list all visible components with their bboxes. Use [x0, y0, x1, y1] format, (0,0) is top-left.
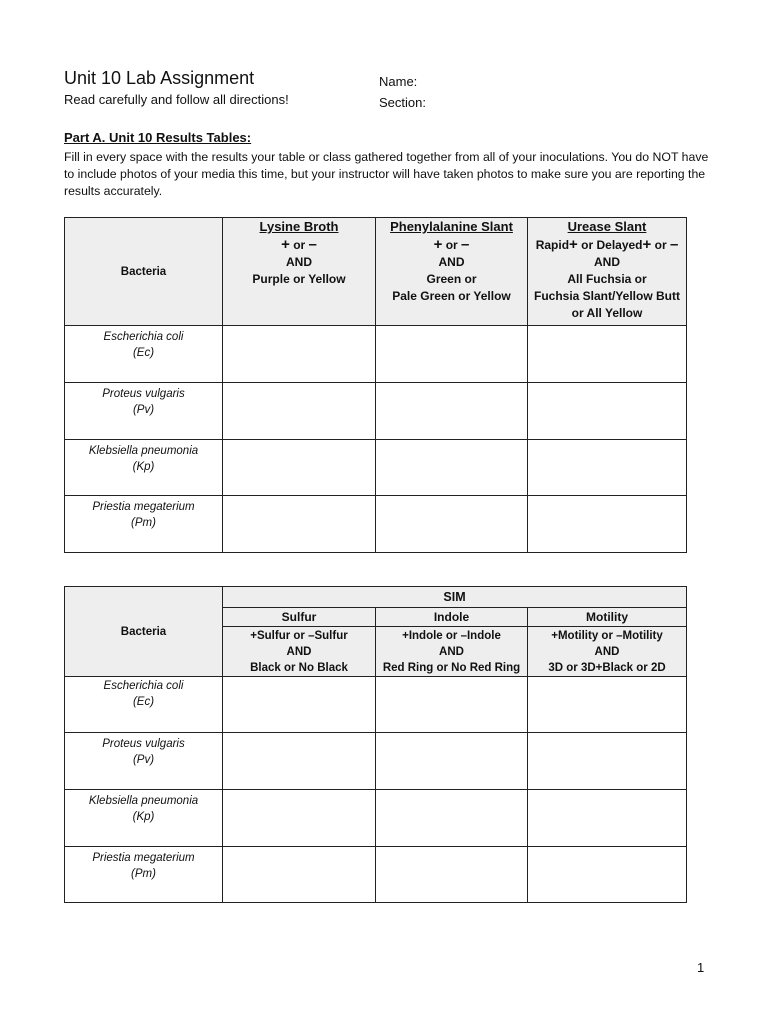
- indole-header: Indole: [376, 608, 528, 627]
- phenylalanine-slant-header: [376, 218, 528, 326]
- motility-result-cell[interactable]: [528, 790, 687, 847]
- and-text: AND: [594, 255, 620, 269]
- bacteria-column-header: Bacteria: [65, 587, 223, 677]
- plus-sign: +: [281, 236, 290, 253]
- color-result-text: Purple or Yellow: [252, 272, 346, 286]
- organism-cell: [65, 677, 223, 733]
- plus-sign: +: [642, 236, 652, 253]
- organism-name: Proteus vulgaris: [102, 738, 185, 750]
- minus-sign: –: [669, 236, 679, 253]
- organism-cell: [65, 383, 223, 440]
- organism-cell: [65, 733, 223, 790]
- and-text: AND: [286, 255, 312, 269]
- name-label: Name:: [379, 74, 418, 89]
- table-row: [65, 326, 687, 383]
- section-label: Section:: [379, 95, 426, 110]
- part-a-instructions: Fill in every space with the results your table or class gathered together from all of your inoculations. You do NOT have to include photos of your media this time, but your instructor will have taken photos to make sure you are reporting the results accurately.: [64, 150, 709, 198]
- assignment-subtitle: Read carefully and follow all directions!: [64, 92, 289, 107]
- color-result-text-2: Pale Green or Yellow: [392, 289, 511, 303]
- urease-slant-header: [528, 218, 687, 326]
- urease-result-cell[interactable]: [528, 496, 687, 553]
- column-title: Phenylalanine Slant: [390, 219, 513, 234]
- table2-group-row: [65, 587, 687, 608]
- urease-result-cell[interactable]: [528, 440, 687, 496]
- organism-abbreviation: (Kp): [132, 811, 155, 823]
- lysine-result-cell[interactable]: [223, 326, 376, 383]
- minus-sign: –: [461, 236, 470, 253]
- organism-cell: [65, 440, 223, 496]
- delayed-text: or Delayed: [577, 238, 643, 252]
- results-table-1: [64, 217, 687, 553]
- organism-abbreviation: (Ec): [132, 347, 155, 359]
- phenylalanine-result-cell[interactable]: [376, 440, 528, 496]
- and-text: AND: [438, 255, 465, 269]
- phenylalanine-result-cell[interactable]: [376, 496, 528, 553]
- rapid-text: Rapid: [535, 238, 570, 252]
- organism-abbreviation: (Kp): [132, 461, 155, 473]
- organism-abbreviation: (Pm): [131, 517, 156, 529]
- lysine-result-cell[interactable]: [223, 496, 376, 553]
- assignment-title: Unit 10 Lab Assignment: [64, 68, 255, 88]
- bacteria-column-header: Bacteria: [65, 218, 223, 326]
- color-result-text-2: Fuchsia Slant/Yellow Butt: [533, 289, 681, 303]
- plus-sign: +: [569, 236, 578, 253]
- table-row: [65, 440, 687, 496]
- motility-result-cell[interactable]: [528, 847, 687, 903]
- criteria-line-1: +Sulfur or –Sulfur: [250, 629, 348, 642]
- indole-result-cell[interactable]: [376, 847, 528, 903]
- criteria-line-3: 3D or 3D+Black or 2D: [548, 661, 666, 674]
- organism-name: Klebsiella pneumonia: [88, 795, 199, 807]
- motility-result-cell[interactable]: [528, 733, 687, 790]
- sulfur-result-cell[interactable]: [223, 847, 376, 903]
- organism-name: Klebsiella pneumonia: [88, 445, 199, 457]
- organism-abbreviation: (Pv): [132, 404, 155, 416]
- table-row: [65, 847, 687, 903]
- table-row: [65, 733, 687, 790]
- lysine-result-cell[interactable]: [223, 440, 376, 496]
- plus-sign: +: [433, 236, 443, 253]
- color-result-text-3: or All Yellow: [571, 306, 643, 320]
- organism-abbreviation: (Ec): [132, 696, 155, 708]
- urease-result-cell[interactable]: [528, 326, 687, 383]
- organism-name: Escherichia coli: [103, 680, 184, 692]
- lysine-result-cell[interactable]: [223, 383, 376, 440]
- indole-result-cell[interactable]: [376, 677, 528, 733]
- column-title: Urease Slant: [567, 219, 647, 234]
- organism-name: Escherichia coli: [103, 331, 184, 343]
- organism-name: Priestia megaterium: [92, 501, 195, 513]
- motility-header: Motility: [528, 608, 687, 627]
- phenylalanine-result-cell[interactable]: [376, 383, 528, 440]
- phenylalanine-result-cell[interactable]: [376, 326, 528, 383]
- page-number: 1: [697, 960, 705, 975]
- organism-name: Proteus vulgaris: [102, 388, 185, 400]
- student-info: [379, 71, 426, 113]
- color-result-text: Green or: [426, 272, 477, 286]
- minus-sign: –: [308, 236, 317, 253]
- sulfur-header: Sulfur: [223, 608, 376, 627]
- table-row: [65, 496, 687, 553]
- color-result-text: All Fuchsia or: [567, 272, 647, 286]
- or-text: or: [442, 238, 462, 252]
- indole-result-cell[interactable]: [376, 733, 528, 790]
- motility-result-cell[interactable]: [528, 677, 687, 733]
- organism-cell: [65, 326, 223, 383]
- organism-abbreviation: (Pm): [131, 868, 156, 880]
- column-title: Lysine Broth: [259, 219, 339, 234]
- or-text: or: [289, 238, 309, 252]
- or-text: or: [651, 238, 670, 252]
- organism-cell: [65, 496, 223, 553]
- organism-abbreviation: (Pv): [132, 754, 155, 766]
- criteria-line-3: Black or No Black: [250, 661, 348, 674]
- indole-criteria: [376, 627, 528, 677]
- table-row: [65, 383, 687, 440]
- organism-name: Priestia megaterium: [92, 852, 195, 864]
- sulfur-result-cell[interactable]: [223, 677, 376, 733]
- and-text: AND: [286, 645, 312, 658]
- sulfur-criteria: [223, 627, 376, 677]
- and-text: AND: [594, 645, 620, 658]
- results-table-2: [64, 586, 687, 903]
- table1-header-row: [65, 218, 687, 326]
- document-header: [64, 66, 289, 109]
- criteria-line-1: +Indole or –Indole: [402, 629, 501, 642]
- criteria-line-3: Red Ring or No Red Ring: [382, 661, 521, 674]
- table-row: [65, 790, 687, 847]
- and-text: AND: [439, 645, 464, 658]
- indole-result-cell[interactable]: [376, 790, 528, 847]
- sulfur-result-cell[interactable]: [223, 790, 376, 847]
- table-row: [65, 677, 687, 733]
- criteria-line-1: +Motility or –Motility: [551, 629, 663, 642]
- organism-cell: [65, 790, 223, 847]
- motility-criteria: [528, 627, 687, 677]
- lysine-broth-header: [223, 218, 376, 326]
- part-a-heading: Part A. Unit 10 Results Tables:: [64, 130, 252, 145]
- urease-result-cell[interactable]: [528, 383, 687, 440]
- sulfur-result-cell[interactable]: [223, 733, 376, 790]
- organism-cell: [65, 847, 223, 903]
- sim-group-header: SIM: [223, 587, 687, 608]
